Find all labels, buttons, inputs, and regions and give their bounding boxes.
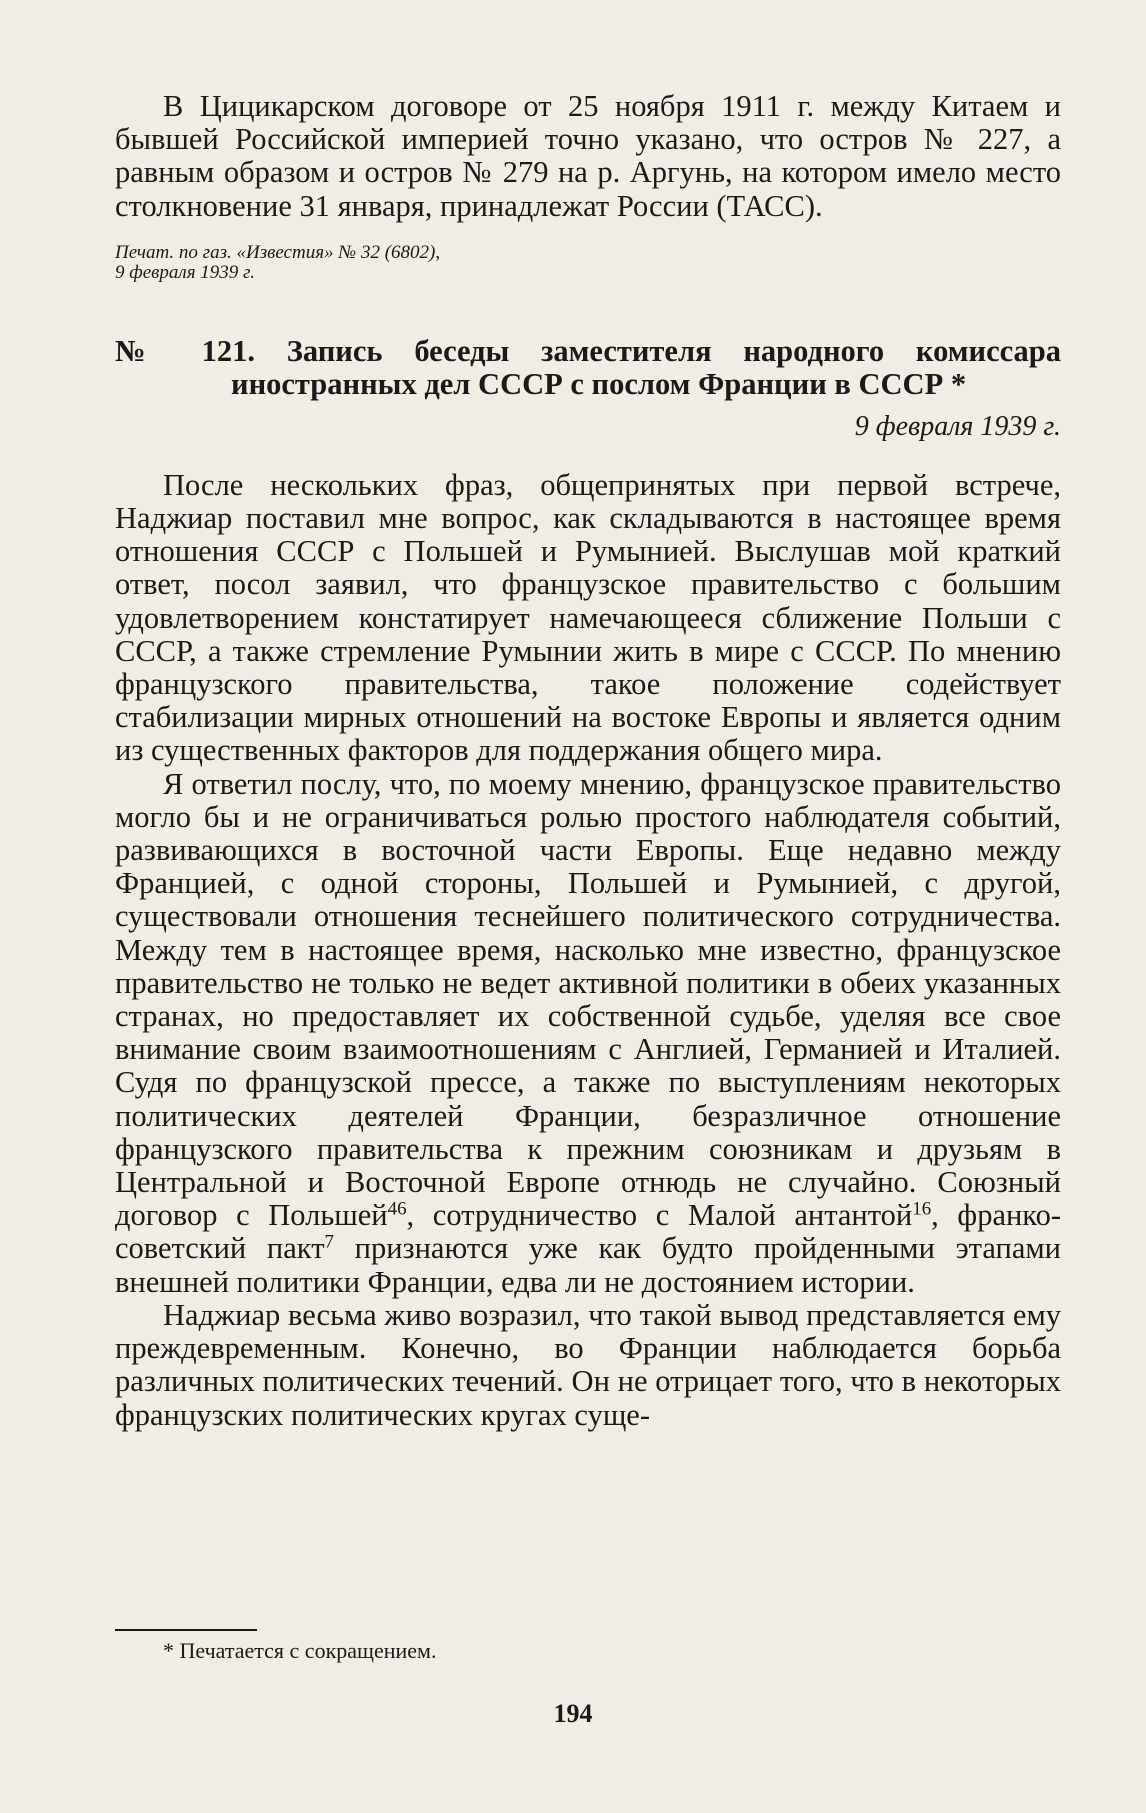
paragraph-2-text-a: Я ответил послу, что, по моему мнению, французское правительство могло бы и не ограничиваться ролью простого наблюдателя событий, развивающихся в восточной части Европы. Еще недавно между Францией, с одной стороны, Польшей и Румынией, с другой, существовали отношения теснейшего политического сотрудничества. Между тем в настоящее время, насколько мне известно, французское правительство не только не ведет активной политики в обеих указанных странах, но предоставляет их собственной судьбе, уделяя все свое внимание своим взаимоотношениям с Англией, Германией и Италией. Судя по французской прессе, а также по выступлениям некоторых политических деятелей Франции, безразличное отношение французского правительства к прежним союзникам и друзьям в Центральной и Восточной Европе отнюдь не случайно. Союзный договор с Польшей (115, 766, 1061, 1233)
text-column (115, 90, 1061, 1432)
paragraph-2-text-c: , франко-советский пакт (115, 1198, 1061, 1266)
conversation-paragraph-3: Наджиар весьма живо возразил, что такой вывод представляется ему преждевременным. Конечно, во Франции наблюдается борьба различных политических течений. Он не отрицает того, что в некоторых французских политических кругах суще- (115, 1297, 1061, 1432)
footnote: * Печатается с сокращением. (163, 1638, 437, 1663)
source-citation (115, 243, 1061, 283)
note-ref-46: 46 (387, 1198, 407, 1220)
document-title: № 121. Запись беседы заместителя народного комиссара иностранных дел СССР с послом Франции в СССР * (115, 333, 1061, 401)
note-ref-16: 16 (912, 1198, 932, 1220)
source-line-2: 9 февраля 1939 г. (115, 261, 255, 283)
tass-report-paragraph: В Цицикарском договоре от 25 ноября 1911 г. между Китаем и бывшей Российской империей точно указано, что остров № 227, а равным образом и остров № 279 на р. Аргунь, на котором имело место столкновение 31 января, принадлежат России (ТАСС). (115, 89, 1061, 223)
source-line-1: Печат. по газ. «Известия» № 32 (6802), (115, 241, 441, 263)
footnote-divider (115, 1629, 257, 1631)
document-date: 9 февраля 1939 г. (854, 410, 1061, 442)
paragraph-2-text-b: , сотрудничество с Малой антантой (406, 1198, 913, 1233)
note-ref-7: 7 (324, 1232, 334, 1254)
conversation-paragraph-2 (115, 768, 1061, 1299)
conversation-paragraph-1: После нескольких фраз, общепринятых при первой встрече, Наджиар поставил мне вопрос, как складываются в настоящее время отношения СССР с Польшей и Румынией. Выслушав мой краткий ответ, посол заявил, что французское правительство с большим удовлетворением констатирует намечающееся сближение Польши с СССР, а также стремление Румынии жить в мире с СССР. По мнению французского правительства, такое положение содействует стабилизации мирных отношений на востоке Европы и является одним из существенных факторов для поддержания общего мира. (115, 467, 1061, 768)
paragraph-2-text-d: признаются уже как будто пройденными этапами внешней политики Франции, едва ли не достоянием истории. (115, 1231, 1061, 1299)
page-number: 194 (553, 1699, 593, 1728)
